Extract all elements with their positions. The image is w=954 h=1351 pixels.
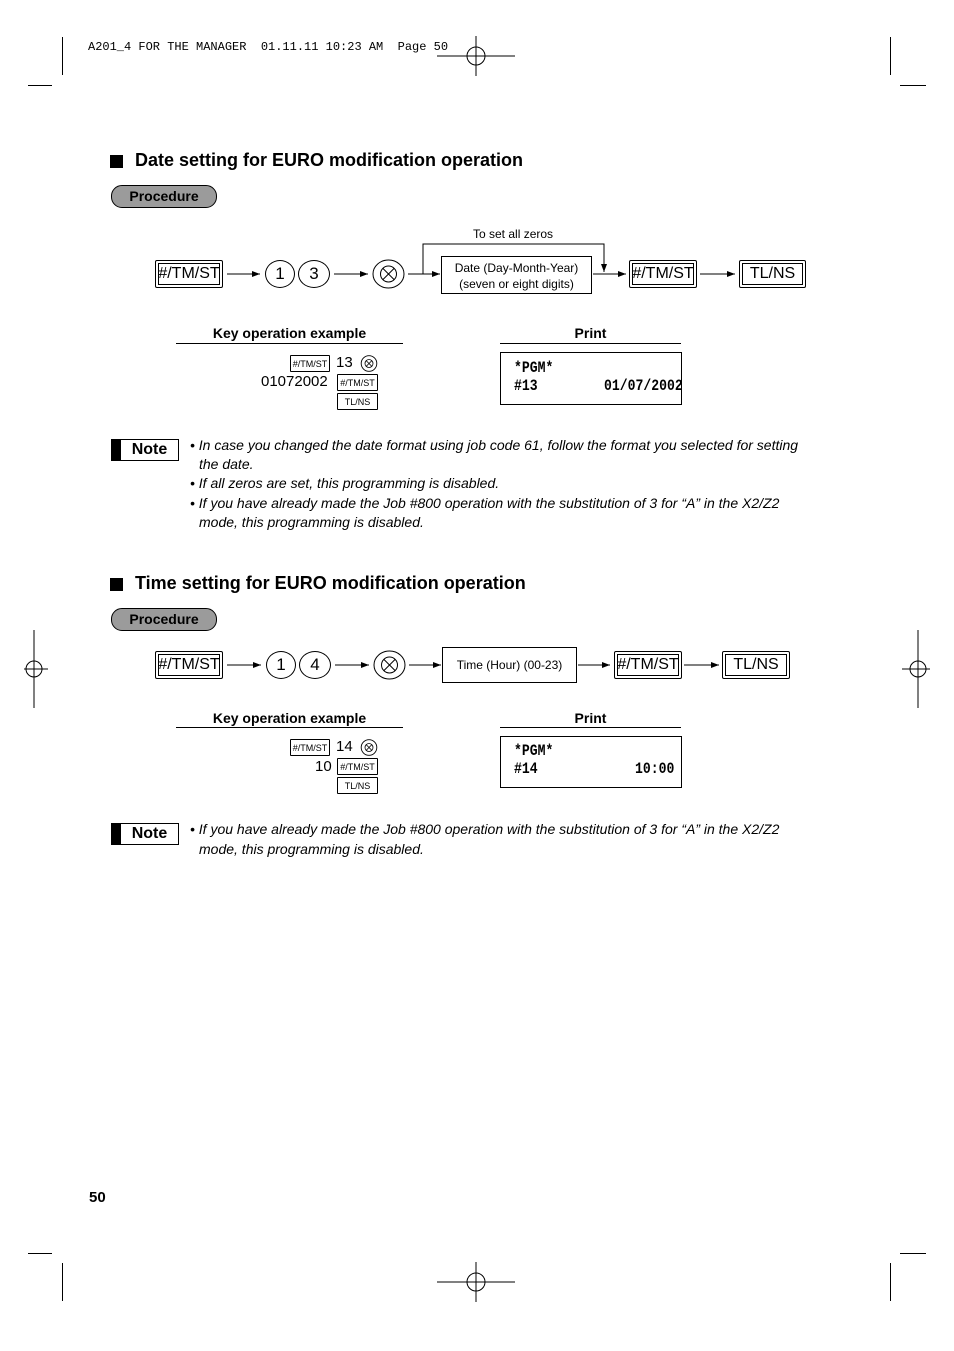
date-input-box: [441, 256, 592, 294]
note-text: • In case you changed the date format using job code 61, follow the format you selected for setting: [190, 437, 799, 453]
loop-label: To set all zeros: [473, 227, 554, 241]
key-operation-example-heading: Key operation example: [212, 710, 367, 726]
multiply-key-icon[interactable]: [372, 259, 405, 289]
note-badge: Note: [111, 823, 179, 845]
tm-st-key[interactable]: #/TM/ST: [614, 651, 682, 679]
example-number: 01072002: [261, 373, 328, 390]
receipt-line-code: #14: [514, 760, 538, 778]
section-bullet-icon: [110, 578, 123, 591]
example-tl-ns-key: TL/NS: [337, 393, 378, 410]
receipt-line-value: 10:00: [635, 760, 675, 778]
procedure-badge: Procedure: [111, 608, 217, 631]
example-number: 13: [336, 354, 353, 371]
print-heading: Print: [574, 325, 607, 341]
multiply-key-icon[interactable]: [373, 650, 406, 680]
receipt-print: [500, 736, 682, 788]
time-box-label: Time (Hour) (00-23): [456, 658, 563, 672]
receipt-line-code: #13: [514, 377, 538, 395]
note-text: the date.: [199, 456, 254, 472]
example-number: 14: [336, 738, 353, 755]
example-multiply-key-icon: [360, 739, 378, 756]
note-badge: Note: [111, 439, 179, 461]
print-heading: Print: [574, 710, 607, 726]
note-text: • If all zeros are set, this programming is disabled.: [190, 475, 500, 491]
note-text: mode, this programming is disabled.: [199, 514, 424, 530]
section-title-time: Time setting for EURO modification operation: [135, 573, 526, 593]
date-box-line1: Date (Day-Month-Year): [454, 261, 579, 275]
tm-st-key[interactable]: #/TM/ST: [155, 651, 223, 679]
tl-ns-key[interactable]: TL/NS: [722, 651, 790, 679]
note-text: mode, this programming is disabled.: [199, 841, 424, 857]
date-box-line2: (seven or eight digits): [459, 277, 574, 291]
receipt-print: [500, 352, 682, 405]
tl-ns-key[interactable]: TL/NS: [739, 260, 806, 288]
tm-st-key[interactable]: #/TM/ST: [155, 260, 223, 288]
print-header: A201_4 FOR THE MANAGER 01.11.11 10:23 AM Page 50: [88, 40, 449, 54]
time-input-box: [442, 647, 577, 683]
example-number: 10: [315, 758, 332, 775]
digit-key-1[interactable]: 1: [266, 651, 296, 679]
receipt-line-value: 01/07/2002: [604, 377, 683, 395]
note-text: • If you have already made the Job #800 operation with the substitution of 3 for “A” in the X2/Z2: [190, 821, 780, 837]
section-title-date: Date setting for EURO modification operation: [135, 150, 524, 170]
example-tm-st-key: #/TM/ST: [290, 355, 330, 372]
receipt-line-pgm: *PGM*: [514, 742, 554, 760]
key-operation-example-heading: Key operation example: [212, 325, 367, 341]
example-tm-st-key: #/TM/ST: [337, 758, 378, 775]
digit-key-1[interactable]: 1: [265, 260, 295, 288]
procedure-badge: Procedure: [111, 185, 217, 208]
digit-key-3[interactable]: 3: [298, 260, 330, 288]
digit-key-4[interactable]: 4: [299, 651, 331, 679]
note-text: • If you have already made the Job #800 operation with the substitution of 3 for “A” in the X2/Z2: [190, 495, 780, 511]
example-tl-ns-key: TL/NS: [337, 777, 378, 794]
example-tm-st-key: #/TM/ST: [290, 739, 330, 756]
example-tm-st-key: #/TM/ST: [337, 374, 378, 391]
tm-st-key[interactable]: #/TM/ST: [629, 260, 697, 288]
receipt-line-pgm: *PGM*: [514, 359, 554, 377]
page-number: 50: [89, 1189, 106, 1206]
registration-mark-icon: [437, 1262, 517, 1302]
example-multiply-key-icon: [360, 355, 378, 372]
